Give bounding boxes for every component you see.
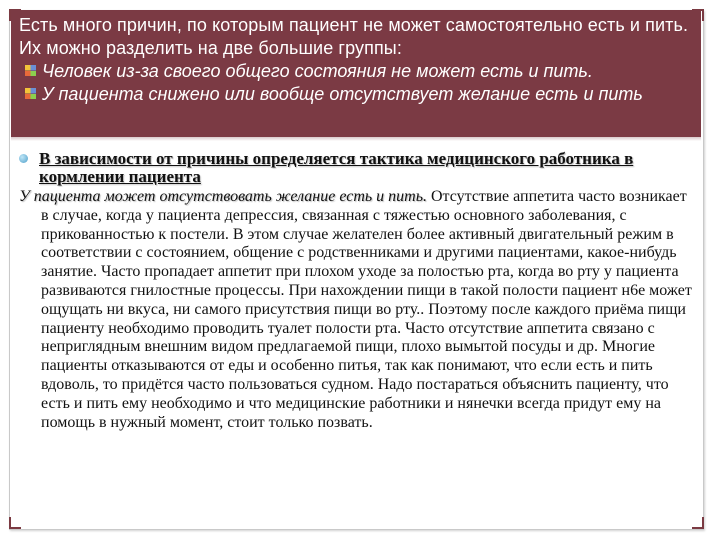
header-item-2 [19, 83, 693, 106]
section-heading-text: В зависимости от причины определяется тактика медицинского работника в кормлении пациента [39, 149, 634, 186]
header-divider [11, 137, 701, 141]
corner-mark-bottom-left [9, 517, 21, 529]
body-paragraph [19, 188, 694, 432]
header-item-1 [19, 60, 693, 83]
lead-sentence: У пациента может отсутствовать желание есть и пить. [19, 188, 427, 205]
flag-bullet-icon [25, 65, 36, 76]
slide-content [19, 150, 694, 432]
section-heading [19, 150, 694, 186]
header-item-2-text: У пациента снижено или вообще отсутствует желание есть и пить [42, 84, 643, 104]
round-bullet-icon [19, 154, 28, 163]
header-intro: Есть много причин, по которым пациент не может самостоятельно есть и пить. Их можно разделить на две большие группы: [19, 15, 689, 58]
header-band [11, 10, 701, 137]
flag-bullet-icon [25, 88, 36, 99]
body-text: Отсутствие аппетита часто возникает в случае, когда у пациента депрессия, связанная с тяжестью основного заболевания, с прикованностью к постели. В этом случае желателен более активный двигательный режим в соответствии с состоянием, общение с родственниками и другими пациентами, какое-нибудь занятие. Часто пропадает аппетит при плохом уходе за полостью рта, когда во рту у пациента развиваются гнилостные процессы. При нахождении пищи в такой полости пациент н6е может ощущать ни вкуса, ни самого присутствия пищи во рту.. Поэтому после каждого приёма пищи пациенту необходимо проводить туалет полости рта. Часто отсутствие аппетита связано с неприглядным внешним видом предлагаемой пищи, плохо вымытой посуды и др. Многие пациенты отказываются от еды и особенно питья, так как понимают, что если есть и пить вдоволь, то придётся часто пользоваться судном. Надо постараться объяснить пациенту, что есть и пить ему необходимо и что медицинские работники и нянечки всегда придут ему на помощь в нужный момент, стоит только позвать. [41, 188, 692, 431]
header-item-1-text: Человек из-за своего общего состояния не может есть и пить. [42, 61, 593, 81]
corner-mark-bottom-right [692, 517, 704, 529]
